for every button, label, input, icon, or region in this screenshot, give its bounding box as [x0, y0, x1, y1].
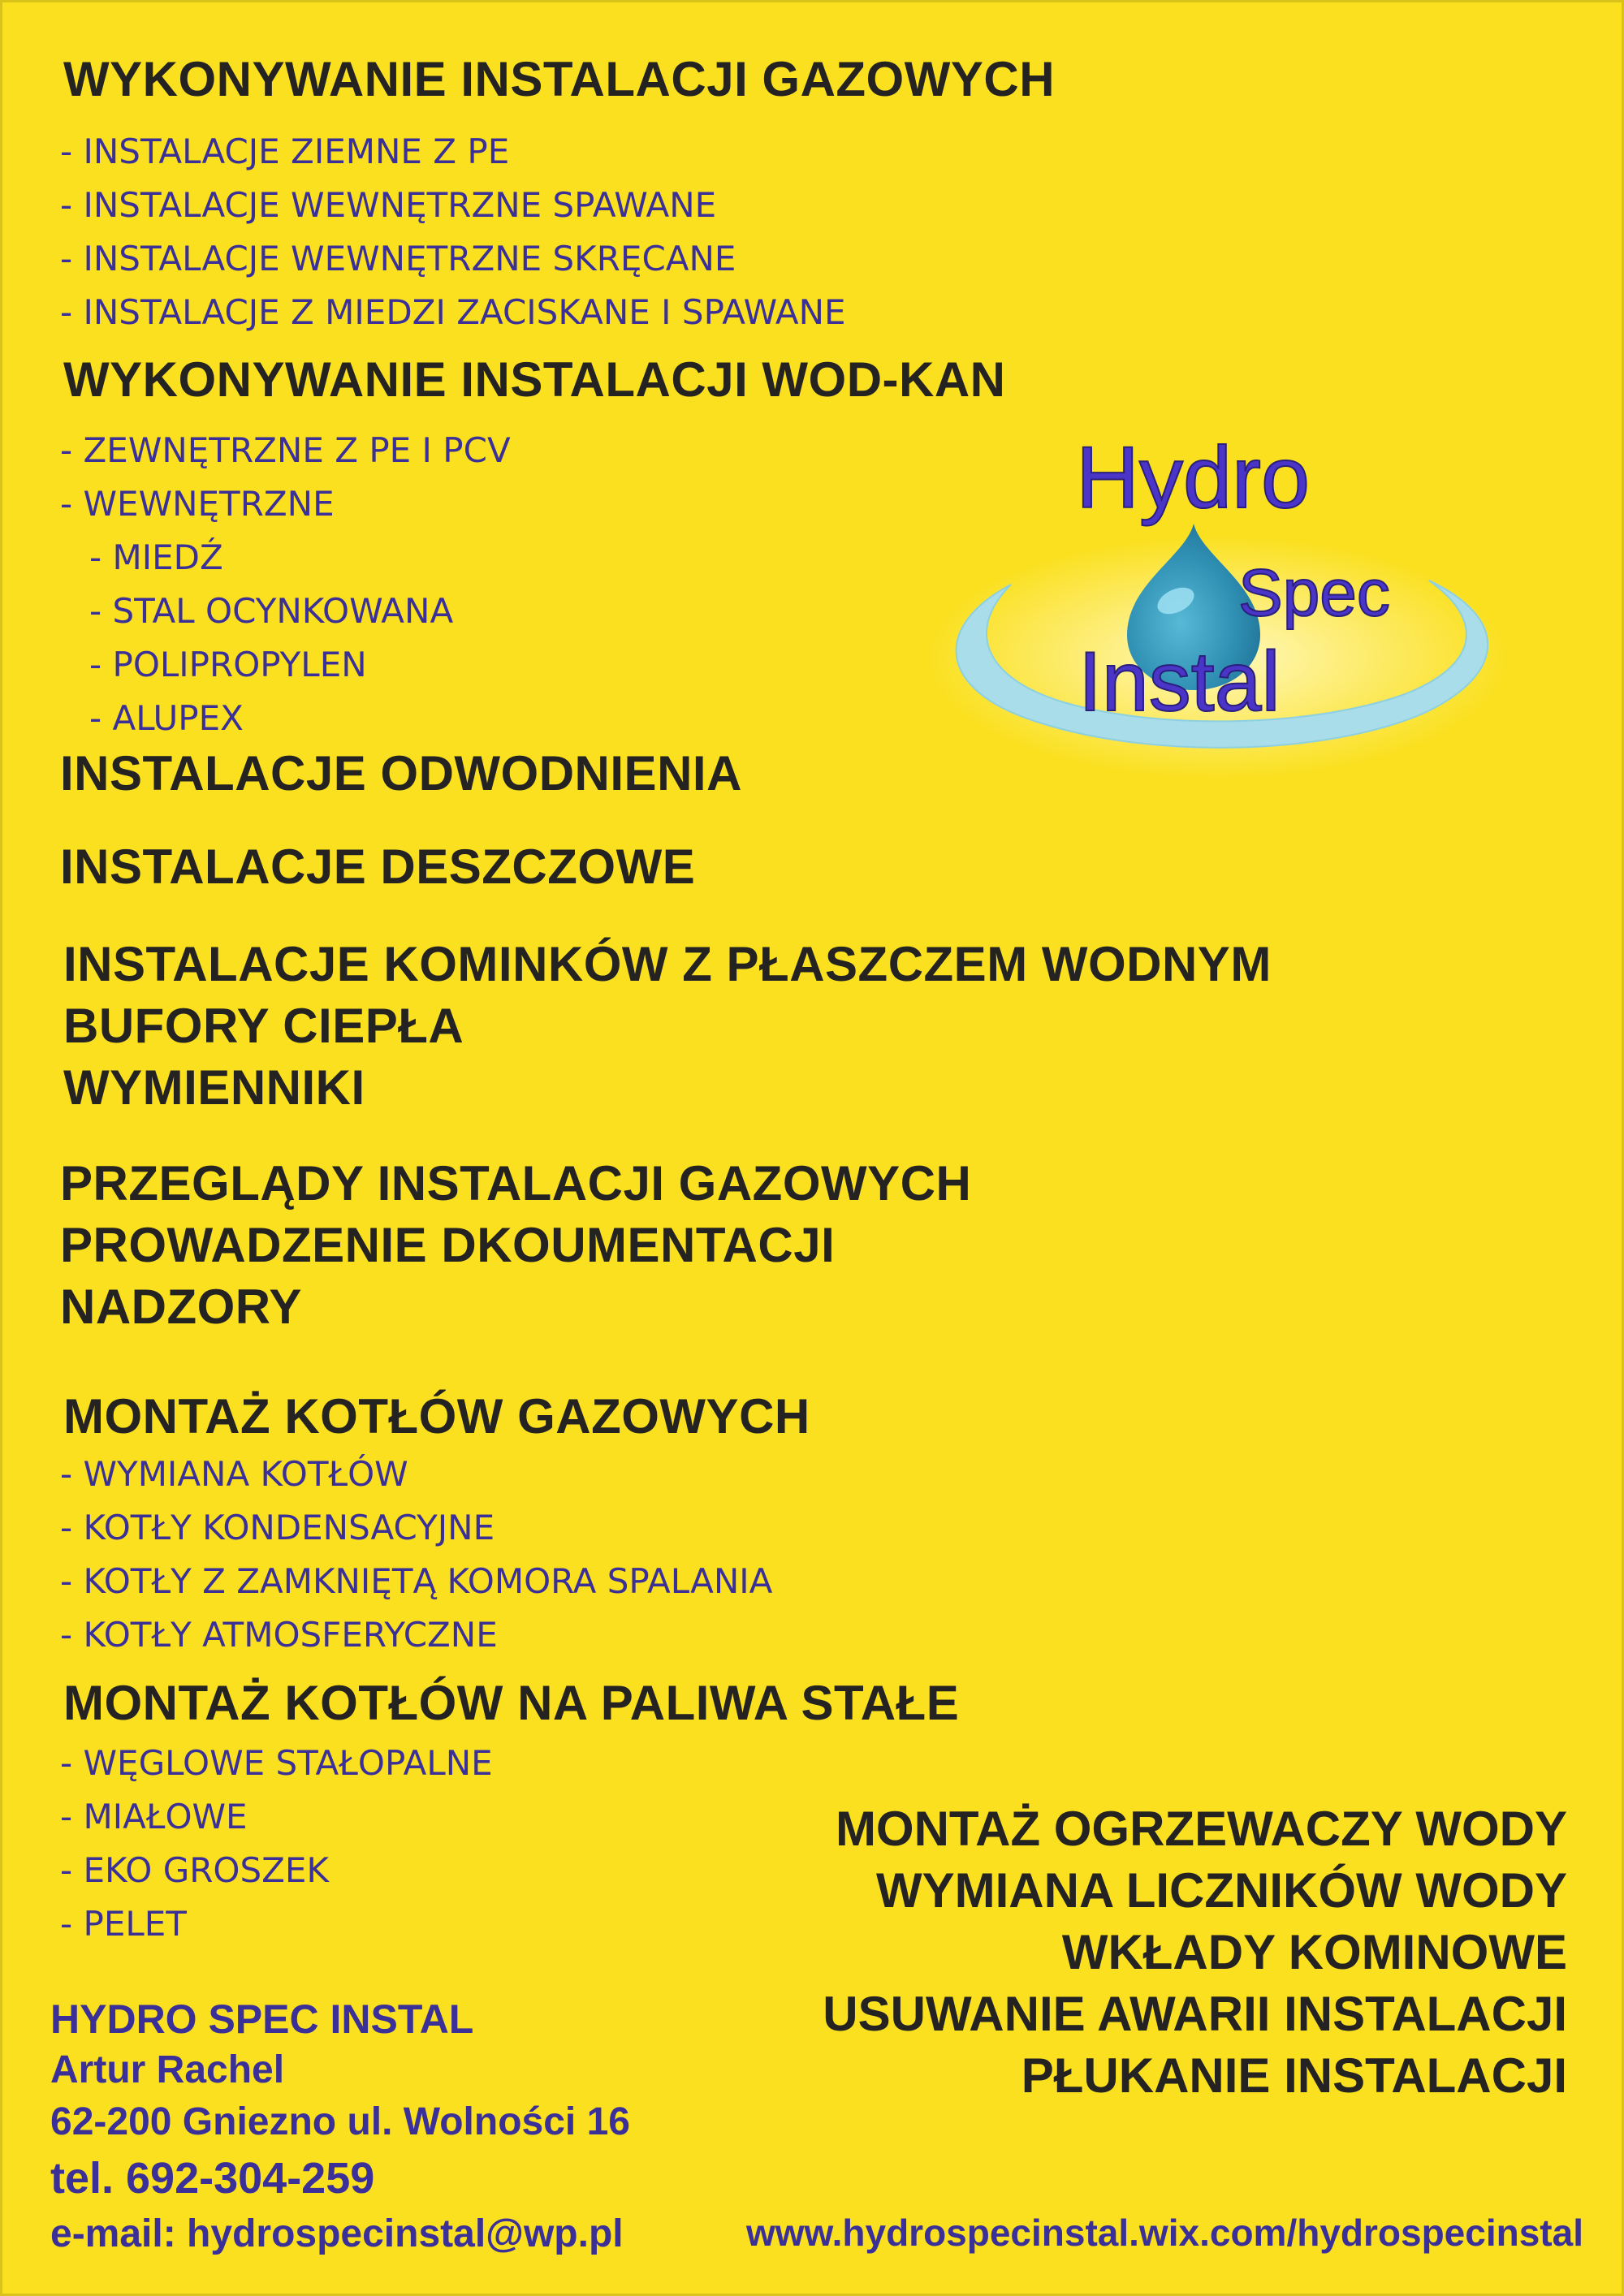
list-item: - MIAŁOWE — [60, 1797, 248, 1836]
list-item: - KOTŁY ATMOSFERYCZNE — [60, 1615, 498, 1655]
list-item: - STAL OCYNKOWANA — [89, 591, 454, 631]
list-item: - WEWNĘTRZNE — [60, 484, 335, 524]
logo-word-spec: Spec — [1238, 556, 1390, 630]
service-line: MONTAŻ OGRZEWACZY WODY — [835, 1802, 1567, 1856]
list-item: - POLIPROPYLEN — [89, 645, 367, 684]
list-item: - KOTŁY KONDENSACYJNE — [60, 1508, 495, 1547]
water-installations-list — [60, 424, 511, 745]
drainage-title: INSTALACJE ODWODNIENIA — [60, 746, 742, 801]
gas-boilers-list — [60, 1448, 772, 1662]
list-item: - INSTALACJE ZIEMNE Z PE — [60, 132, 510, 171]
service-line: WKŁADY KOMINOWE — [1061, 1925, 1567, 1979]
list-item: - INSTALACJE Z MIEDZI ZACISKANE I SPAWANE — [60, 292, 846, 332]
solid-fuel-boilers-title: MONTAŻ KOTŁÓW NA PALIWA STAŁE — [63, 1676, 960, 1730]
heading-line: WYMIENNIKI — [63, 1060, 365, 1115]
company-name: HYDRO SPEC INSTAL — [50, 1996, 474, 2042]
list-item: - INSTALACJE WEWNĘTRZNE SKRĘCANE — [60, 239, 736, 278]
logo-word-instal: Instal — [1078, 635, 1281, 729]
service-line: WYMIANA LICZNIKÓW WODY — [876, 1863, 1567, 1918]
rain-installations-title: INSTALACJE DESZCZOWE — [60, 839, 696, 894]
gas-installations-title: WYKONYWANIE INSTALACJI GAZOWYCH — [63, 52, 1056, 106]
list-item: - KOTŁY Z ZAMKNIĘTĄ KOMORA SPALANIA — [60, 1561, 773, 1601]
list-item: - ALUPEX — [89, 698, 244, 738]
list-item: - WĘGLOWE STAŁOPALNE — [60, 1743, 493, 1783]
list-item: - EKO GROSZEK — [60, 1850, 329, 1890]
heading-line: PROWADZENIE DKOUMENTACJI — [60, 1218, 836, 1272]
fireplace-section — [63, 934, 1272, 1119]
website-url: www.hydrospecinstal.wix.com/hydrospecinstal — [745, 2212, 1583, 2254]
additional-services — [823, 1798, 1567, 2107]
list-item: - ZEWNĘTRZNE Z PE I PCV — [60, 430, 511, 470]
contact-block — [50, 1993, 630, 2261]
contact-person: Artur Rachel — [50, 2048, 285, 2091]
hydro-spec-instal-logo — [918, 422, 1518, 796]
logo-word-hydro: Hydro — [1076, 428, 1311, 526]
inspection-section — [60, 1153, 971, 1338]
list-item: - INSTALACJE WEWNĘTRZNE SPAWANE — [60, 185, 717, 225]
list-item: - MIEDŹ — [89, 537, 223, 577]
list-item: - WYMIANA KOTŁÓW — [60, 1454, 408, 1494]
service-line: USUWANIE AWARII INSTALACJI — [823, 1987, 1567, 2041]
list-item: - PELET — [60, 1904, 187, 1944]
email-address: e-mail: hydrospecinstal@wp.pl — [50, 2212, 624, 2255]
service-line: PŁUKANIE INSTALACJI — [1021, 2048, 1567, 2103]
address: 62-200 Gniezno ul. Wolności 16 — [50, 2100, 630, 2143]
gas-boilers-title: MONTAŻ KOTŁÓW GAZOWYCH — [63, 1389, 810, 1444]
phone-number: tel. 692-304-259 — [50, 2154, 375, 2203]
heading-line: BUFORY CIEPŁA — [63, 999, 464, 1053]
gas-installations-list — [60, 125, 846, 339]
heading-line: PRZEGLĄDY INSTALACJI GAZOWYCH — [60, 1156, 972, 1211]
solid-fuel-boilers-list — [60, 1737, 493, 1951]
water-installations-title: WYKONYWANIE INSTALACJI WOD-KAN — [63, 352, 1006, 407]
heading-line: NADZORY — [60, 1280, 302, 1334]
heading-line: INSTALACJE KOMINKÓW Z PŁASZCZEM WODNYM — [63, 937, 1272, 991]
